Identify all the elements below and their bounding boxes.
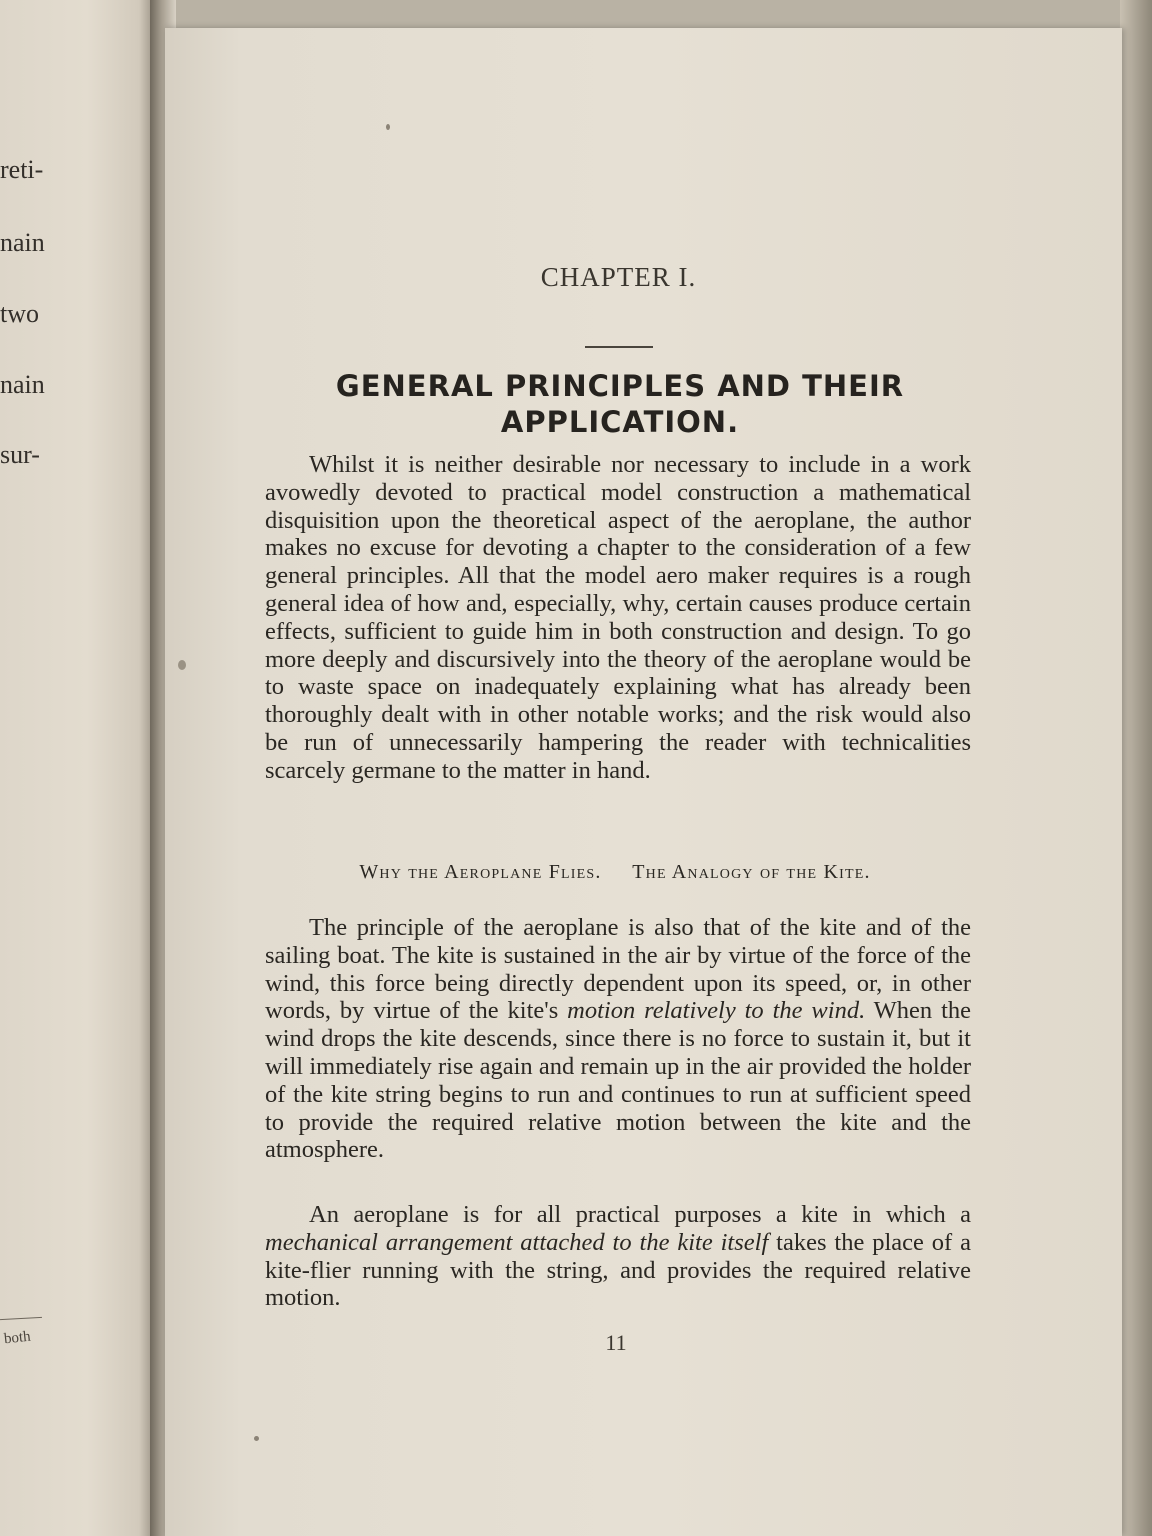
page-edge — [1120, 0, 1152, 1536]
left-page-fragment: nain — [0, 228, 45, 257]
paper-speck — [386, 124, 390, 130]
left-page-fragment: two — [0, 299, 39, 328]
paragraph-3-text-b: takes the place of a kite-flier running with the string, and provides the required relative motion. — [265, 1228, 971, 1312]
subheading-part-2: The Analogy of the Kite. — [632, 861, 871, 883]
paragraph-2-text-b: When the wind drops the kite descends, since there is no force to sustain it, but it will immediately rise again and remain up in the air provided the holder of the kite string begins to run and continues to run at sufficient speed to provide the required relative motion between the kite and the atmosphere. — [265, 997, 972, 1164]
paragraph-3-text-a: An aeroplane is for all practical purposes a kite in which a — [309, 1201, 971, 1228]
section-subheading — [290, 858, 940, 886]
left-page — [0, 0, 158, 1536]
subheading-part-1: Why the Aeroplane Flies. — [359, 861, 602, 883]
paragraph-1-text: Whilst it is neither desirable nor necessary to include in a work avowedly devoted to practical model construction a mathematical disquisition upon the theoretical aspect of the aeroplane, the author makes no excuse for devoting a chapter to the consideration of a few general principles. All that the model aero maker requires is a rough general idea of how and, especially, why, certain causes produce certain effects, sufficient to guide him in both construction and design. To go more deeply and discursively into the theory of the aeroplane would be to waste space on inadequately explaining what has already been thoroughly dealt with in other notable works; and the risk would also be run of unnecessarily hampering the reader with technicalities scarcely germane to the matter in hand. — [265, 451, 971, 784]
paragraph-2 — [265, 914, 971, 1164]
left-page-fragment: sur- — [0, 440, 40, 469]
left-page-fragment: nain — [0, 370, 45, 399]
paragraph-3-italic: mechanical arrangement attached to the kite itself — [265, 1228, 769, 1256]
heading-line-2: APPLICATION. — [500, 405, 740, 439]
left-page-footnote: both — [3, 1328, 32, 1348]
paragraph-2-italic: motion relatively to the wind. — [567, 997, 866, 1025]
heading-line-1: GENERAL PRINCIPLES AND THEIR — [335, 369, 905, 403]
chapter-title: CHAPTER I. — [540, 262, 697, 292]
paragraph-3 — [265, 1201, 971, 1312]
left-page-fragment: reti- — [0, 155, 44, 184]
chapter-rule — [585, 346, 653, 348]
paragraph-2-text-a: The principle of the aeroplane is also that of the kite and of the sailing boat. The kite is sustained in the air by virtue of the force of the wind, this force being directly dependent upon its speed, or, in other words, by virtue of the kite's — [265, 914, 971, 1025]
paragraph-1 — [265, 451, 971, 785]
footnote-rule — [0, 1317, 42, 1320]
page-number: 11 — [605, 1330, 627, 1355]
paper-speck — [254, 1436, 259, 1441]
paper-speck — [178, 660, 186, 670]
chapter-heading — [300, 368, 940, 440]
